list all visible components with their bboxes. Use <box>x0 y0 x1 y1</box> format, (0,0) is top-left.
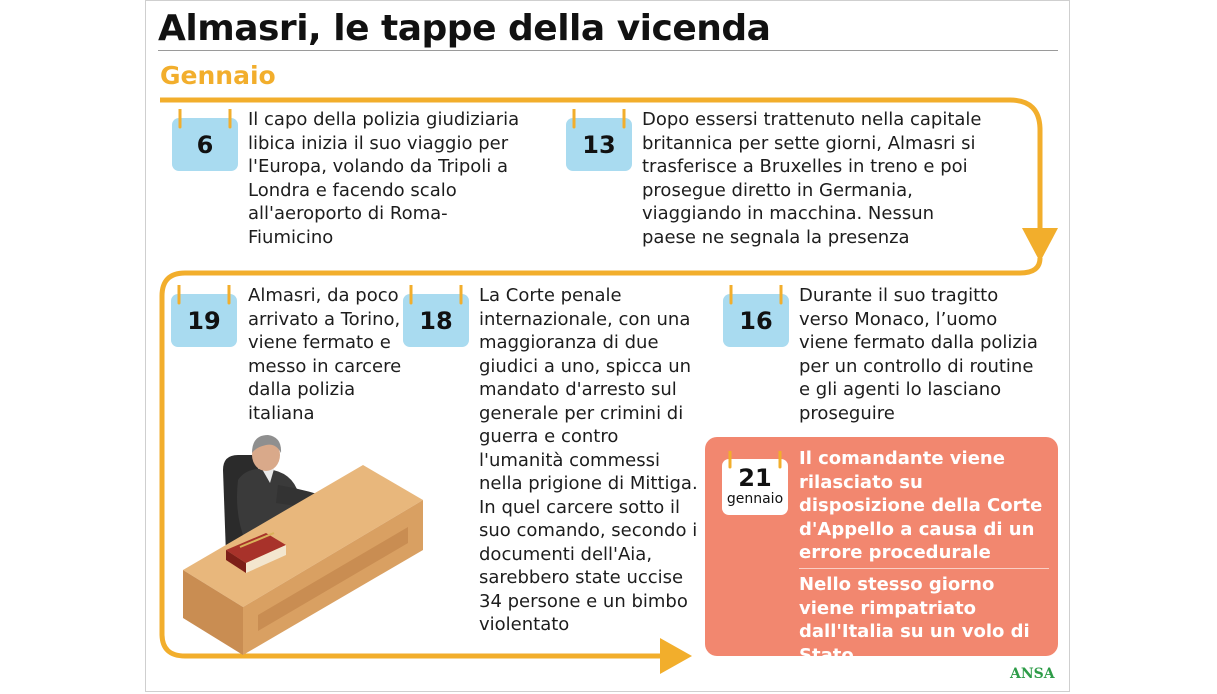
page-title: Almasri, le tappe della vicenda <box>158 8 771 49</box>
judge-illustration <box>178 425 428 655</box>
event-text: Almasri, da poco arrivato a Torino, viene fermato e messo in carcere dalla polizia italiana <box>248 285 402 424</box>
calendar-icon <box>171 285 237 347</box>
calendar-pins <box>566 109 632 171</box>
callout-divider <box>799 568 1049 569</box>
event-day: 16 <box>723 294 789 347</box>
repatriation-text: Nello stesso giorno viene rimpatriato dall'Italia su un volo di Stato <box>799 574 1030 666</box>
event-day: 19 <box>171 294 237 347</box>
calendar-icon-final <box>722 451 788 515</box>
event-text: Durante il suo tragitto verso Monaco, l’uomo viene fermato dalla polizia per un controllo di routine e gli agenti lo lasciano proseguire <box>799 285 1038 424</box>
event-text: Dopo essersi trattenuto nella capitale britannica per sette giorni, Almasri si trasferisce a Bruxelles in treno e poi prosegue diretto in Germania, viaggiando in macchina. Nessun paese ne segnala la presenza <box>642 109 982 248</box>
event-day: 13 <box>566 118 632 171</box>
event-text: La Corte penale internazionale, con una maggioranza di due giudici a uno, spicca un mandato d'arresto sul generale per crimini di guerra e contro l'umanità commessi nella prigione di Mittiga. In quel carcere sotto il suo comando, secondo i documenti dell'Aia, sarebbero state uccise 34 persone e un bimbo violentato <box>479 285 698 635</box>
calendar-pins <box>171 285 237 347</box>
calendar-icon <box>403 285 469 347</box>
event-day: 6 <box>172 118 238 171</box>
final-day: 21 <box>738 464 772 492</box>
event-text: Il capo della polizia giudiziaria libica inizia il suo viaggio per l'Europa, volando da Tripoli a Londra e facendo scalo all'aeroporto di Roma-Fiumicino <box>248 109 520 248</box>
calendar-pins <box>172 109 238 171</box>
calendar-pins <box>723 285 789 347</box>
release-text: Il comandante viene rilasciato su disposizione della Corte d'Appello a causa di un errore procedurale <box>799 448 1043 563</box>
event-day: 18 <box>403 294 469 347</box>
month-heading: Gennaio <box>160 61 276 90</box>
ansa-logo: ANSA <box>1010 666 1055 682</box>
timeline-arrowhead-right <box>660 638 692 674</box>
final-month: gennaio <box>726 491 784 507</box>
calendar-pins <box>722 451 788 471</box>
timeline-arrowhead-down <box>1022 228 1058 262</box>
calendar-pins <box>403 285 469 347</box>
calendar-icon <box>723 285 789 347</box>
calendar-icon <box>566 109 632 171</box>
calendar-icon <box>172 109 238 171</box>
